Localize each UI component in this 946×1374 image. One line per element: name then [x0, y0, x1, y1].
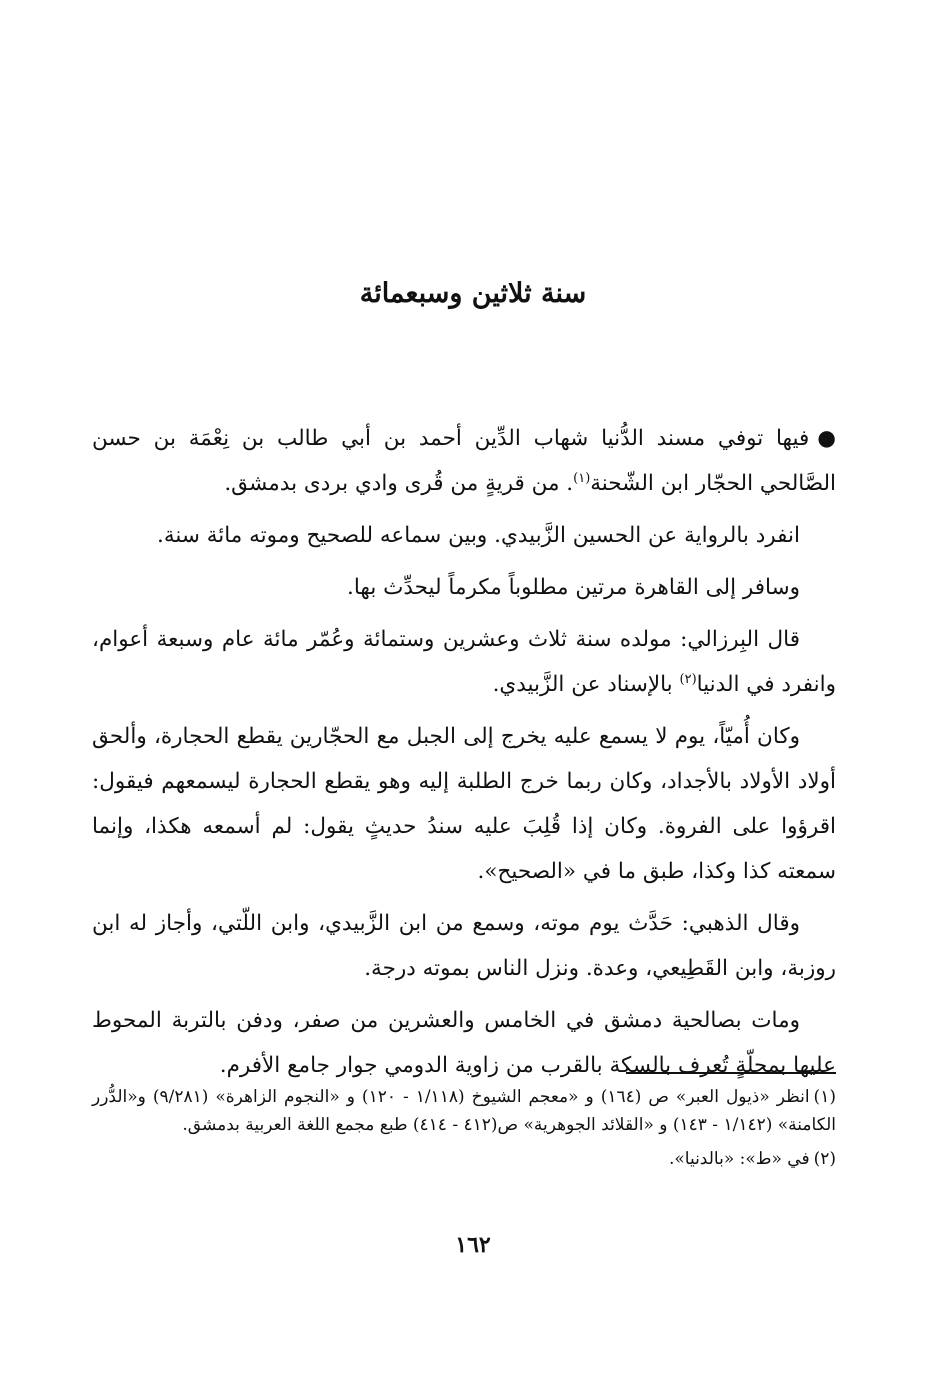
paragraph-6: وقال الذهبي: حَدَّث يوم موته، وسمع من ابن الزَّبيدي، وابن اللّتي، وأجاز له ابن روزبة، وابن القَطِيعي، وعدة. ونزل الناس بموته درجة. — [92, 911, 836, 981]
paragraph-1 — [92, 416, 836, 506]
footnote-divider — [626, 1072, 836, 1074]
footnote-2-text: في «ط»: «بالدنيا». — [668, 1149, 810, 1169]
page-number: ١٦٢ — [455, 1232, 491, 1258]
footnote-ref-1[interactable]: (١) — [573, 470, 591, 486]
footnote-ref-2[interactable]: (٢) — [679, 671, 697, 687]
footnote-2 — [92, 1145, 836, 1173]
main-text — [92, 416, 836, 1095]
paragraph-5: وكان أُميّاً، يوم لا يسمع عليه يخرج إلى الجبل مع الحجّارين يقطع الحجارة، وألحق أولاد الأولاد بالأجداد، وكان ربما خرج الطلبة إليه وهو يقطع الحجارة ليسمعهم فيقول: اقرؤوا على الفروة. وكان إذا قُلِبَ عليه سندُ حديثٍ يقول: لم أسمعه هكذا، وإنما سمعته كذا وكذا، طبق ما في «الصحيح». — [92, 724, 836, 884]
paragraph-4-part-2: بالإسناد عن الزَّبيدي. — [492, 672, 680, 697]
footnote-1 — [92, 1083, 836, 1139]
footnote-1-number: (١) — [813, 1087, 836, 1107]
bullet-icon: ● — [817, 426, 836, 451]
paragraph-7: ومات بصالحية دمشق في الخامس والعشرين من صفر، ودفن بالتربة المحوط عليها بمحلّةٍ تُعرف بالسكة بالقرب من زاوية الدومي جوار جامع الأفرم. — [92, 1008, 836, 1078]
paragraph-1-part-2: . من قريةٍ من قُرى وادي بردى بدمشق. — [224, 471, 574, 496]
chapter-title: سنة ثلاثين وسبعمائة — [359, 278, 587, 309]
footnotes — [92, 1083, 836, 1179]
paragraph-4-part-1: قال البِرزالي: مولده سنة ثلاث وعشرين وستمائة وعُمّر مائة عام وسبعة أعوام، وانفرد في الدنيا — [92, 627, 836, 697]
paragraph-2: انفرد بالرواية عن الحسين الزَّبيدي. وبين سماعه للصحيح وموته مائة سنة. — [157, 523, 800, 548]
paragraph-1-part-1: فيها توفي مسند الدُّنيا شهاب الدِّين أحمد بن أبي طالب بن نِعْمَة بن حسن الصَّالحي الحجّار ابن الشّحنة — [92, 426, 836, 496]
paragraph-4 — [92, 617, 836, 707]
footnote-2-number: (٢) — [813, 1149, 836, 1169]
paragraph-3: وسافر إلى القاهرة مرتين مطلوباً مكرماً ليحدِّث بها. — [347, 575, 800, 600]
footnote-1-text: انظر «ذيول العبر» ص (١٦٤) و «معجم الشيوخ (١/١١٨ - ١٢٠) و «النجوم الزاهرة» (٩/٢٨١) و«الدُّرر الكامنة» (١/١٤٢ - ١٤٣) و «القلائد الجوهرية» ص(٤١٢ - ٤١٤) طبع مجمع اللغة العربية بدمشق. — [92, 1087, 836, 1135]
